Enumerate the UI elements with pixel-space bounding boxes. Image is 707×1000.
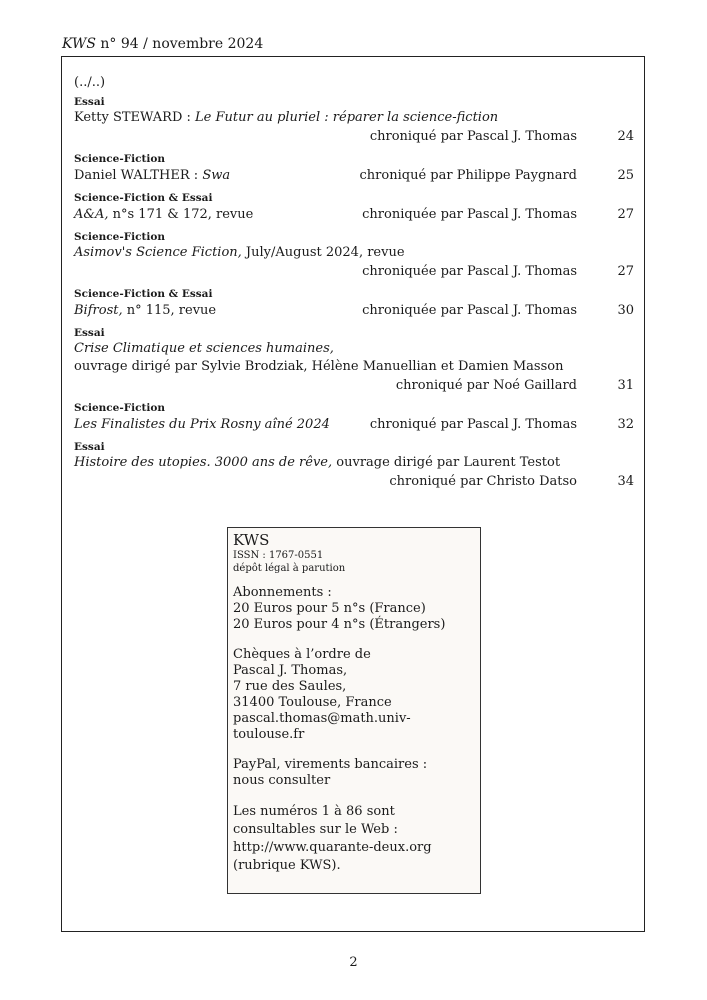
entry-title-line xyxy=(74,166,634,186)
entry-details: July/August 2024, revue xyxy=(241,245,405,260)
entry-page: 27 xyxy=(617,207,634,222)
entry-title-line xyxy=(74,205,634,225)
subscription-infobox xyxy=(227,527,481,894)
entry-reviewer: chroniqué par Pascal J. Thomas xyxy=(369,129,577,144)
page-number: 2 xyxy=(349,955,358,970)
entry-reviewer-row xyxy=(74,376,634,396)
entry-title: Swa xyxy=(202,168,231,183)
entry-editors-line: ouvrage dirigé par Sylvie Brodziak, Hélène Manuellian et Damien Masson xyxy=(74,359,564,374)
subscription-abroad: 20 Euros pour 4 n°s (Étrangers) xyxy=(233,617,446,632)
entry-reviewer-row xyxy=(74,127,634,147)
toc-entry xyxy=(74,288,634,321)
toc-entry xyxy=(74,96,634,147)
archive-web-text: consultables sur le Web : xyxy=(233,822,398,837)
toc-entry xyxy=(74,231,634,282)
journal-name: KWS xyxy=(62,36,96,52)
website-section: (rubrique KWS). xyxy=(233,858,341,873)
entry-title-line xyxy=(74,340,634,358)
toc-entry xyxy=(74,327,634,396)
contact-email[interactable]: pascal.thomas@math.univ-toulouse.fr xyxy=(233,711,411,742)
entry-title: A&A, xyxy=(74,207,109,222)
entry-title-line xyxy=(74,415,634,435)
entry-category: Science-Fiction xyxy=(74,402,166,414)
entry-reviewer: chroniquée par Pascal J. Thomas xyxy=(362,303,577,318)
infobox-title: KWS xyxy=(233,531,270,549)
entry-category: Science-Fiction & Essai xyxy=(74,192,213,204)
entry-title: Crise Climatique et sciences humaines, xyxy=(74,341,334,356)
consult-text: nous consulter xyxy=(233,773,331,788)
entry-page: 24 xyxy=(617,129,634,144)
entry-title-line xyxy=(74,454,634,472)
entry-category: Essai xyxy=(74,327,105,339)
entry-title: Bifrost, xyxy=(74,303,123,318)
entry-category: Science-Fiction xyxy=(74,153,166,165)
entry-author: Ketty STEWARD xyxy=(74,110,183,125)
entry-details: ouvrage dirigé par Laurent Testot xyxy=(332,455,561,470)
entry-title-line xyxy=(74,301,634,321)
entry-title: Histoire des utopies. 3000 ans de rêve, xyxy=(74,455,333,470)
archive-text: Les numéros 1 à 86 sont xyxy=(233,804,395,819)
entry-page: 27 xyxy=(617,264,634,279)
entry-page: 32 xyxy=(617,417,634,432)
subscription-label: Abonnements : xyxy=(233,585,332,600)
continued-marker: (../..) xyxy=(74,75,106,90)
table-of-contents xyxy=(74,75,634,492)
cheques-text: Chèques à l’ordre de xyxy=(233,647,371,662)
issue-info: n° 94 / novembre 2024 xyxy=(100,36,264,52)
entry-reviewer: chroniqué par Pascal J. Thomas xyxy=(369,417,577,432)
entry-reviewer: chroniqué par Philippe Paygnard xyxy=(359,168,577,183)
entry-reviewer-row xyxy=(74,262,634,282)
entry-separator: : xyxy=(182,110,196,125)
entry-category: Science-Fiction & Essai xyxy=(74,288,213,300)
toc-entry xyxy=(74,192,634,225)
legal-deposit: dépôt légal à parution xyxy=(233,563,346,574)
entry-page: 30 xyxy=(617,303,634,318)
entry-title: Asimov's Science Fiction, xyxy=(74,245,242,260)
entry-reviewer: chroniquée par Pascal J. Thomas xyxy=(362,207,577,222)
entry-details: n° 115, revue xyxy=(122,303,217,318)
payee-name: Pascal J. Thomas, xyxy=(233,663,348,678)
entry-reviewer: chroniqué par Christo Datso xyxy=(389,474,577,489)
entry-title-line xyxy=(74,109,634,127)
entry-reviewer: chroniqué par Noé Gaillard xyxy=(395,378,577,393)
entry-details: n°s 171 & 172, revue xyxy=(108,207,254,222)
entry-page: 25 xyxy=(617,168,634,183)
entry-category: Essai xyxy=(74,96,105,108)
toc-entry xyxy=(74,153,634,186)
entry-title: Les Finalistes du Prix Rosny aîné 2024 xyxy=(74,417,330,432)
address-city: 31400 Toulouse, France xyxy=(233,695,392,710)
entry-page: 34 xyxy=(617,474,634,489)
toc-entry xyxy=(74,441,634,492)
address-street: 7 rue des Saules, xyxy=(233,679,347,694)
entry-title-line xyxy=(74,244,634,262)
entry-separator: : xyxy=(189,168,203,183)
subscription-france: 20 Euros pour 5 n°s (France) xyxy=(233,601,426,616)
paypal-text: PayPal, virements bancaires : xyxy=(233,757,428,772)
entry-category: Science-Fiction xyxy=(74,231,166,243)
website-url[interactable]: http://www.quarante-deux.org xyxy=(233,840,432,855)
entry-reviewer-row xyxy=(74,472,634,492)
entry-page: 31 xyxy=(617,378,634,393)
entry-title: Le Futur au pluriel : réparer la science-fiction xyxy=(195,110,499,125)
toc-entry xyxy=(74,402,634,435)
entry-reviewer: chroniquée par Pascal J. Thomas xyxy=(362,264,577,279)
entry-category: Essai xyxy=(74,441,105,453)
issn: ISSN : 1767-0551 xyxy=(233,550,324,561)
entry-author: Daniel WALTHER xyxy=(74,168,190,183)
running-header xyxy=(62,36,263,52)
